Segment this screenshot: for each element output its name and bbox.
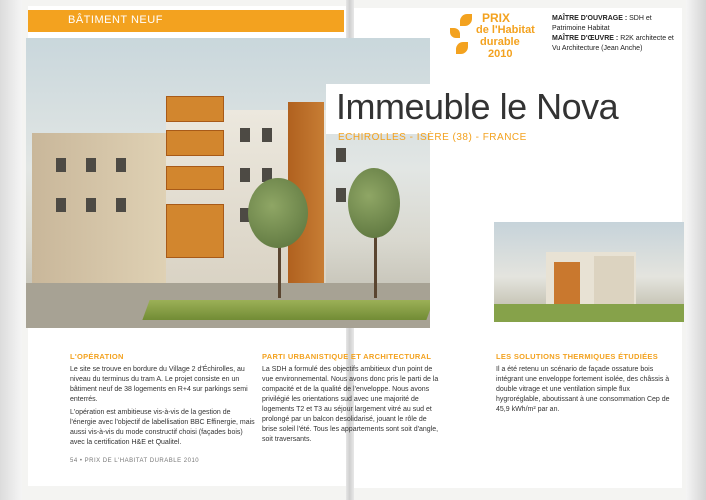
tree (348, 168, 400, 238)
page-edge-left (0, 0, 22, 500)
article-location: ECHIROLLES - ISÈRE (38) - FRANCE (338, 132, 527, 143)
building-rendering-image (26, 38, 430, 328)
column-thermal (496, 352, 674, 418)
award-line-3: durable (480, 36, 520, 48)
heading-operation: L'OPÉRATION (70, 352, 124, 361)
column-operation (70, 352, 258, 451)
page-edge-right (686, 0, 706, 500)
leaf-icon (456, 42, 468, 54)
tree-trunk (374, 228, 377, 298)
balcony (166, 204, 224, 258)
thermal-paragraph: Il a été retenu un scénario de façade ossature bois intégrant une enveloppe fortement isolée, des châssis à double vitrage et une ventilation simple flux hygroréglable, aboutissant à une consommation Cep de 45,9 kWh/m² par an. (496, 366, 670, 413)
heading-architecture: PARTI URBANISTIQUE ET ARCHITECTURAL (262, 352, 432, 361)
section-label: BÂTIMENT NEUF (68, 14, 163, 26)
thumb-balconies (554, 262, 580, 304)
window (336, 148, 346, 162)
leaf-icon (450, 28, 460, 38)
heading-thermal: LES SOLUTIONS THERMIQUES ÉTUDIÉES (496, 352, 658, 361)
window (240, 128, 250, 142)
award-line-1: PRIX (482, 11, 511, 25)
window (116, 198, 126, 212)
owner-label: MAÎTRE D'OUVRAGE : (552, 15, 628, 22)
article-title: Immeuble le Nova (336, 86, 619, 127)
project-credits (552, 14, 682, 54)
balcony (166, 166, 224, 190)
operation-paragraph-2: L'opération est ambitieuse vis-à-vis de la gestion de l'énergie avec l'objectif de labellisation BBC Effinergie, mais aussi vis-à-vis du mode constructif choisi (façades bois) avec la certification H&E et Qualitel. (70, 409, 255, 446)
prix-habitat-durable-logo (446, 10, 546, 74)
owner-value: SDH et Patrimoine Habitat (552, 15, 652, 32)
thumb-grass (494, 304, 684, 322)
balcony (166, 130, 224, 156)
architecture-paragraph: La SDH a formulé des objectifs ambitieux d'un point de vue environnemental. Nous avons donc pris le parti de la compacité et de la qualité de l'enveloppe. Nous avons privilégié les orientations sud avec une majorité de logements T2 et T3 au séjour largement vitré au sud et prolongé par un balcon desolidarisé, jouant le rôle de brise soleil l'été. Tous les appartements sont soit d'angle, soit traversants. (262, 366, 439, 443)
window (86, 198, 96, 212)
window (56, 198, 66, 212)
window (86, 158, 96, 172)
building-thumbnail-image (494, 222, 684, 322)
building-wing-left (32, 133, 172, 293)
section-header-bar (28, 10, 344, 32)
tree (248, 178, 308, 248)
window (56, 158, 66, 172)
architect-value: R2K architecte et Vu Architecture (Jean Anche) (552, 35, 674, 52)
page-footer: 54 • PRIX DE L'HABITAT DURABLE 2010 (70, 458, 200, 464)
grass-strip (142, 300, 430, 320)
window (240, 168, 250, 182)
architect-label: MAÎTRE D'ŒUVRE : (552, 35, 619, 42)
award-line-2: de l'Habitat (476, 24, 535, 36)
column-architecture (262, 352, 440, 448)
operation-paragraph-1: Le site se trouve en bordure du Village 2 d'Échirolles, au niveau du terminus du tram A. Le projet consiste en un bâtiment neuf de 38 logements en R+4 sur parkings semi enterrés. (70, 366, 248, 403)
window (116, 158, 126, 172)
window (262, 128, 272, 142)
award-line-4: 2010 (488, 48, 513, 60)
window (336, 188, 346, 202)
leaf-icon (460, 14, 472, 26)
thumb-building-side (594, 256, 634, 304)
balcony (166, 96, 224, 122)
